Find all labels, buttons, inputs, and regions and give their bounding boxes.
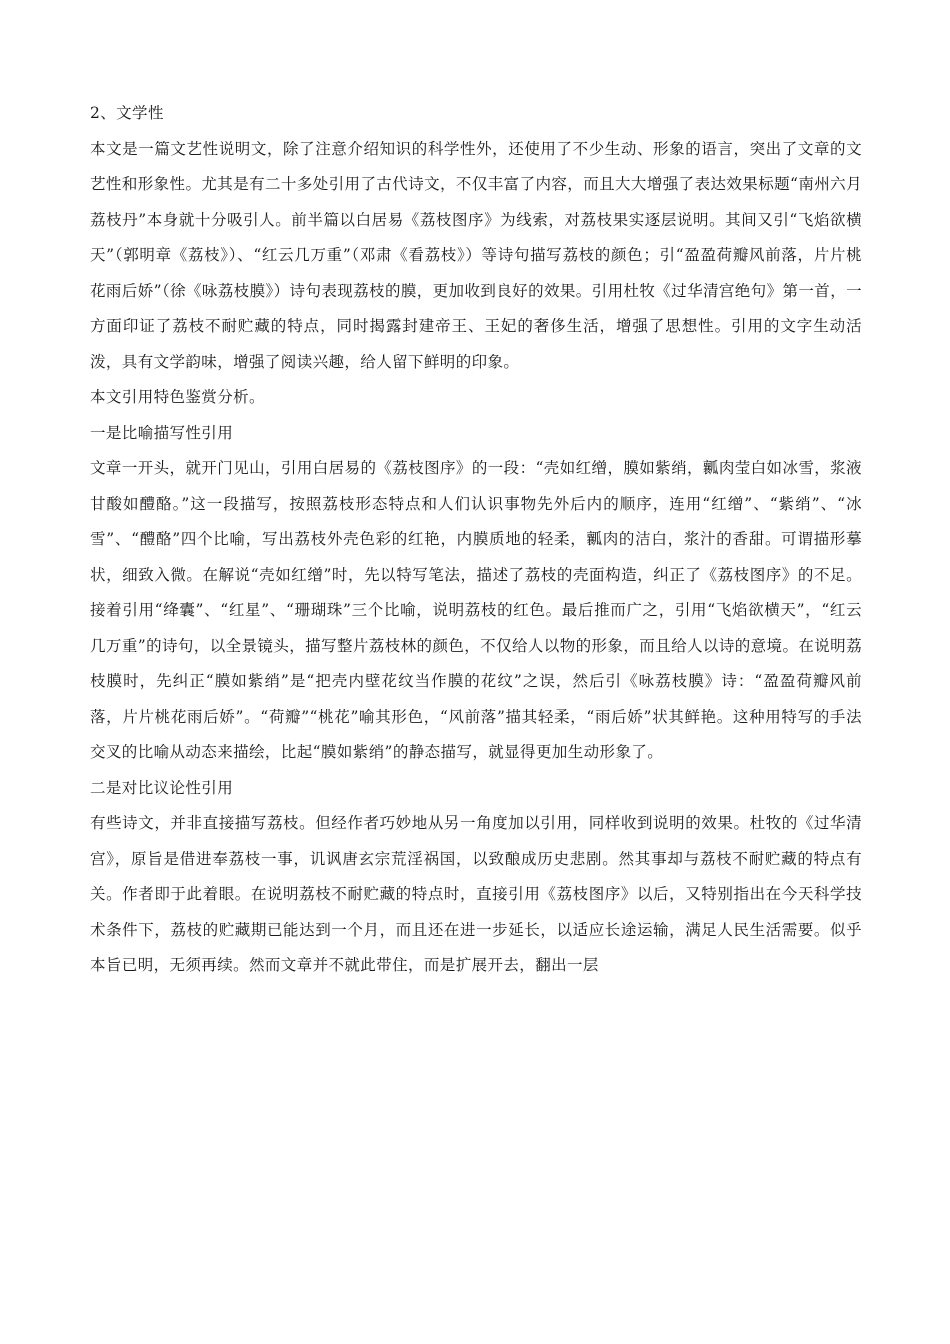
paragraph-quotation-analysis-intro: 本文引用特色鉴赏分析。 [90, 388, 265, 406]
paragraph-literary-overview: 本文是一篇文艺性说明文，除了注意介绍知识的科学性外，还使用了不少生动、形象的语言，突出了文章的文艺性和形象性。尤其是有二十多处引用了古代诗文，不仅丰富了内容，而且大大增强了表达效果标题“南州六月荔枝丹”本身就十分吸引人。前半篇以白居易《荔枝图序》为线索，对荔枝果实逐层说明。其间又引“飞焰欲横天”（郭明章《荔枝》）、“红云几万重”（邓肃《看荔枝》）等诗句描写荔枝的颜色；引“盈盈荷瓣风前落，片片桃花雨后娇”（徐《咏荔枝膜》）诗句表现荔枝的膜，更加收到良好的效果。引用杜牧《过华清宫绝句》第一首，一方面印证了荔枝不耐贮藏的特点，同时揭露封建帝王、王妃的奢侈生活，增强了思想性。引用的文字生动活泼，具有文学韵味，增强了阅读兴趣，给人留下鲜明的印象。 [90, 139, 862, 371]
paragraph-metaphor-quotation: 文章一开头，就开门见山，引用白居易的《荔枝图序》的一段：“壳如红缯，膜如紫绡，瓤肉莹白如冰雪，浆液甘酸如醴酪。”这一段描写，按照荔枝形态特点和人们认识事物先外后内的顺序，连用“红缯”、“紫绡”、“冰雪”、“醴酪”四个比喻，写出荔枝外壳色彩的红艳，内膜质地的轻柔，瓤肉的洁白，浆汁的香甜。可谓描形摹状，细致入微。在解说“壳如红缯”时，先以特写笔法，描述了荔枝的壳面构造，纠正了《荔枝图序》的不足。接着引用“绛囊”、“红星”、“珊瑚珠”三个比喻，说明荔枝的红色。最后推而广之，引用“飞焰欲横天”，“红云几万重”的诗句，以全景镜头，描写整片荔枝林的颜色，不仅给人以物的形象，而且给人以诗的意境。在说明荔枝膜时，先纠正“膜如紫绡”是“把壳内壁花纹当作膜的花纹”之误，然后引《咏荔枝膜》诗：“盈盈荷瓣风前落，片片桃花雨后娇”。“荷瓣”“桃花”喻其形色，“风前落”描其轻柔，“雨后娇”状其鲜艳。这种用特写的手法交叉的比喻从动态来描绘，比起“膜如紫绡”的静态描写，就显得更加生动形象了。 [90, 459, 862, 761]
document-body [90, 96, 862, 984]
subheading-metaphor-quotation: 一是比喻描写性引用 [90, 423, 234, 442]
subheading-contrast-quotation: 二是对比议论性引用 [90, 778, 234, 797]
section-heading-literary: 2、文学性 [90, 104, 164, 122]
paragraph-contrast-quotation: 有些诗文，并非直接描写荔枝。但经作者巧妙地从另一角度加以引用，同样收到说明的效果。杜牧的《过华清宫》，原旨是借进奉荔枝一事，讥讽唐玄宗荒淫祸国，以致酿成历史悲剧。然其事却与荔枝不耐贮藏的特点有关。作者即于此着眼。在说明荔枝不耐贮藏的特点时，直接引用《荔枝图序》以后，又特别指出在今天科学技术条件下，荔枝的贮藏期已能达到一个月，而且还在进一步延长，以适应长途运输，满足人民生活需要。似乎本旨已明，无须再续。然而文章并不就此带住，而是扩展开去，翻出一层 [90, 814, 862, 974]
